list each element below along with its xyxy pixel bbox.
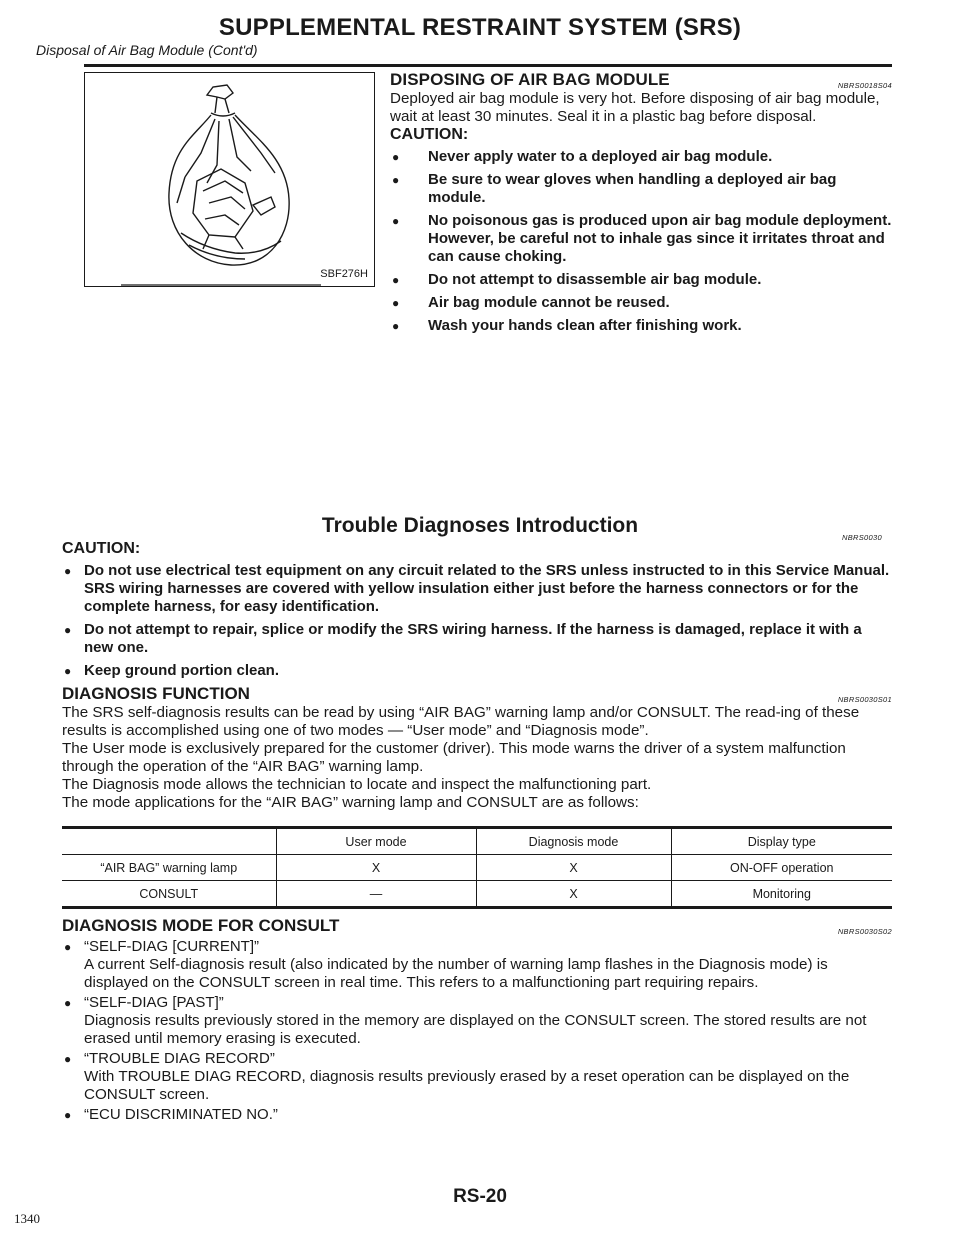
intro-caution-label: CAUTION: (62, 540, 141, 557)
table-header-cell: User mode (276, 828, 476, 855)
table-header-row (62, 828, 892, 855)
page-subtitle: Disposal of Air Bag Module (Cont'd) (36, 42, 258, 58)
disposing-text: Deployed air bag module is very hot. Before disposing of air bag module, wait at least 30 minutes. Seal it in a plastic bag before disposal. (390, 90, 880, 125)
table-header-cell: Display type (671, 828, 892, 855)
intro-title: Trouble Diagnoses Introduction (321, 514, 639, 537)
table-cell: X (276, 855, 476, 881)
mode-table-wrap (62, 826, 892, 909)
intro-ref: NBRS0030 (842, 533, 882, 542)
intro-bullet: ● Do not attempt to repair, splice or modify the SRS wiring harness. If the harness is damaged, replace it with a new one. (62, 621, 892, 657)
disposing-bullet: ● Wash your hands clean after finishing work. (390, 317, 892, 335)
diag-function-heading: DIAGNOSIS FUNCTION (62, 684, 250, 703)
disposing-bullet: ● Never apply water to a deployed air bag module. (390, 148, 892, 166)
intro-section (62, 540, 892, 685)
header-rule (84, 64, 892, 67)
diag-mode-section (62, 916, 892, 1124)
diag-function-line: The Diagnosis mode allows the technician to locate and inspect the malfunctioning part. (62, 776, 652, 793)
disposing-bullet: ● No poisonous gas is produced upon air bag module deployment. However, be careful not to inhale gas since it irritates throat and can cause choking. (390, 212, 892, 266)
intro-bullet: ● Keep ground portion clean. (62, 662, 892, 680)
disposing-heading: DISPOSING OF AIR BAG MODULE (390, 70, 670, 89)
figure-label: SBF276H (320, 268, 368, 280)
table-row (62, 855, 892, 881)
disposing-bullet: ● Air bag module cannot be reused. (390, 294, 892, 312)
diag-mode-item-label: ● “TROUBLE DIAG RECORD” (62, 1050, 892, 1068)
table-cell: X (476, 855, 671, 881)
table-cell: X (476, 881, 671, 908)
table-header-cell: Diagnosis mode (476, 828, 671, 855)
diag-function-line: The User mode is exclusively prepared for the customer (driver). This mode warns the driver of a system malfunction through the operation of the “AIR BAG” warning lamp. (62, 740, 846, 775)
disposing-bullet: ● Be sure to wear gloves when handling a deployed air bag module. (390, 171, 892, 207)
air-bag-in-plastic-bag-illustration (85, 73, 376, 288)
diag-mode-item-label: ● “ECU DISCRIMINATED NO.” (62, 1106, 892, 1124)
diag-function-line: The mode applications for the “AIR BAG” warning lamp and CONSULT are as follows: (62, 794, 639, 811)
diag-mode-heading: DIAGNOSIS MODE FOR CONSULT (62, 916, 340, 935)
page-number: RS-20 (453, 1186, 507, 1207)
mode-table (62, 826, 892, 909)
diag-mode-item-text: With TROUBLE DIAG RECORD, diagnosis results previously erased by a reset operation can be displayed on the CONSULT screen. (84, 1068, 850, 1103)
diag-function-section (62, 684, 892, 812)
diag-mode-item-text: Diagnosis results previously stored in the memory are displayed on the CONSULT screen. The stored results are not erased until memory erasing is executed. (84, 1012, 867, 1047)
diag-function-line: The SRS self-diagnosis results can be read by using “AIR BAG” warning lamp and/or CONSULT. The read-ing of these results is accomplished using one of two modes — “User mode” and “Diagnosis mode”. (62, 704, 860, 739)
table-cell: ON-OFF operation (671, 855, 892, 881)
diag-mode-item-text: A current Self-diagnosis result (also indicated by the number of warning lamp flashes in the Diagnosis mode) is displayed on the CONSULT screen in real time. This refers to a malfunctioning part requiring repairs. (84, 956, 828, 991)
disposing-caution-label: CAUTION: (390, 126, 469, 143)
disposing-bullet: ● Do not attempt to disassemble air bag module. (390, 271, 892, 289)
table-header-cell (62, 828, 276, 855)
diag-mode-ref: NBRS0030S02 (837, 927, 892, 936)
intro-bullet: ● Do not use electrical test equipment on any circuit related to the SRS unless instructed to in this Service Manual. SRS wiring harnesses are covered with yellow insulation either just before the harness connectors or for the complete harness, for easy identification. (62, 562, 892, 616)
diag-function-ref: NBRS0030S01 (837, 695, 892, 704)
air-bag-figure (84, 72, 375, 287)
disposing-ref: NBRS0018S04 (837, 81, 892, 90)
table-cell: CONSULT (62, 881, 276, 908)
side-page-number: 1340 (14, 1211, 40, 1226)
diag-mode-item-label: ● “SELF-DIAG [CURRENT]” (62, 938, 892, 956)
disposing-section (390, 70, 892, 340)
diag-mode-item-label: ● “SELF-DIAG [PAST]” (62, 994, 892, 1012)
table-cell: Monitoring (671, 881, 892, 908)
table-row (62, 881, 892, 908)
table-cell: “AIR BAG” warning lamp (62, 855, 276, 881)
table-cell: — (276, 881, 476, 908)
page-title: SUPPLEMENTAL RESTRAINT SYSTEM (SRS) (218, 14, 742, 41)
